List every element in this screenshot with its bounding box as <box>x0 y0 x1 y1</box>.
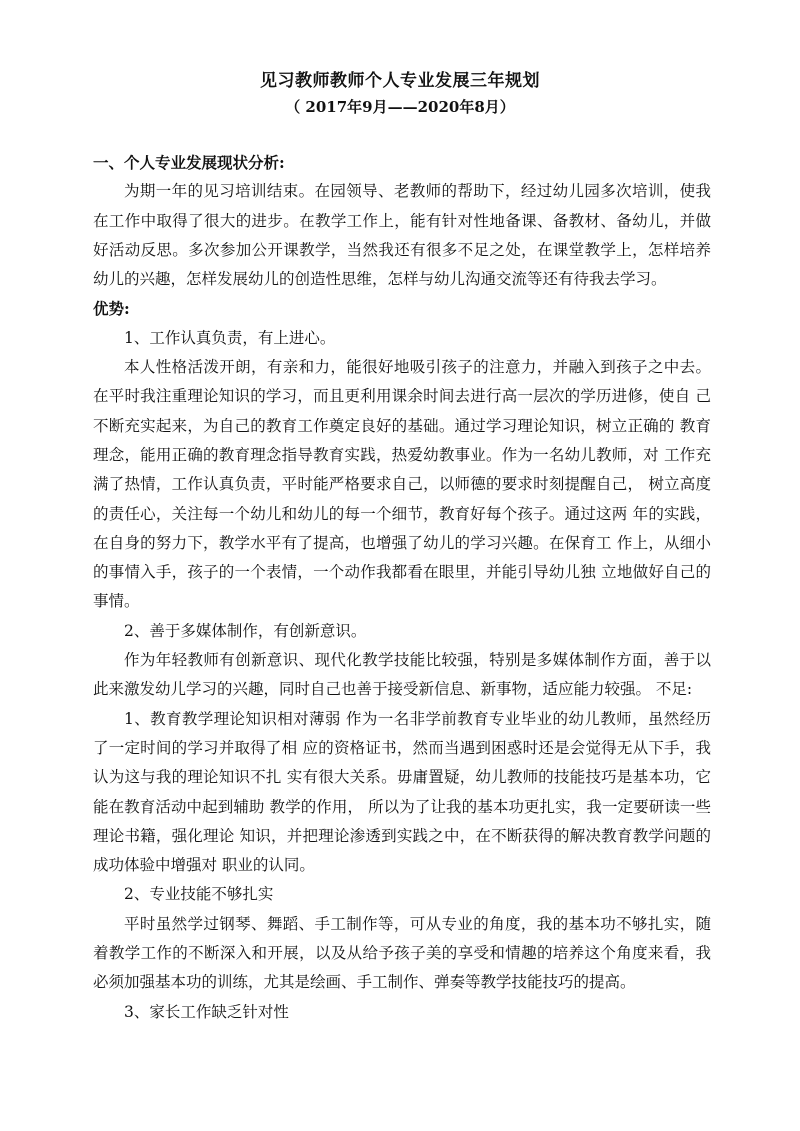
advantage-1-title: 1、工作认真负责，有上进心。 <box>124 328 336 347</box>
advantage-1-paragraph: 本人性格活泼开朗，有亲和力，能很好地吸引孩子的注意力，并融入到孩子之中去。 在平时我注重理论知识的学习，而且更利用课余时间去进行高一层次的学历进修，使自 己不断充实起来，为自己的教育工作奠定良好的基础。通过学习理论知识，树立正确的 教育理念，能用正确的教育理念指导教育实践，热爱幼教事业。作为一名幼儿教师，对 工作充满了热情，工作认真负责，平时能严格要求自己，以师德的要求时刻提醒自己， 树立高度的责任心，关注每一个幼儿和幼儿的每一个细节，教育好每个孩子。通过这两 年的实践，在自身的努力下，教学水平有了提高，也增强了幼儿的学习兴趣。在保育工 作上，从细小的事情入手，孩子的一个表情，一个动作我都看在眼里，并能引导幼儿独 立地做好自己的事情。 <box>93 358 711 611</box>
section-heading: 一、个人专业发展现状分析: <box>93 153 285 172</box>
shortcoming-1-paragraph: 1、教育教学理论知识相对薄弱 作为一名非学前教育专业毕业的幼儿教师，虽然经历了一定时间的学习并取得了相 应的资格证书，然而当遇到困惑时还是会觉得无从下手，我认为这与我的理论知识不扎 实有很大关系。毋庸置疑，幼儿教师的技能技巧是基本功，它能在教育活动中起到辅助 教学的作用， 所以为了让我的基本功更扎实，我一定要研读一些理论书籍，强化理论 知识，并把理论渗透到实践之中，在不断获得的解决教育教学问题的成功体验中增强对 职业的认同。 <box>93 709 711 875</box>
shortcoming-2-title: 2、专业技能不够扎实 <box>124 885 274 904</box>
document-body <box>93 148 711 1027</box>
advantage-2-paragraph: 作为年轻教师有创新意识、现代化教学技能比较强，特别是多媒体制作方面，善于以此来激发幼儿学习的兴趣，同时自己也善于接受新信息、新事物，适应能力较强。 不足: <box>93 651 711 699</box>
shortcoming-2-paragraph: 平时虽然学过钢琴、舞蹈、手工制作等，可从专业的角度，我的基本功不够扎实，随着教学工作的不断深入和开展，以及从给予孩子美的享受和情趣的培养这个角度来看，我必须加强基本功的训练，尤其是绘画、手工制作、弹奏等教学技能技巧的提高。 <box>93 914 711 992</box>
document-title: 见习教师教师个人专业发展三年规划 <box>260 71 540 91</box>
document-date-range: （ 2017年9月——2020年8月） <box>285 98 515 116</box>
advantage-2-title: 2、善于多媒体制作，有创新意识。 <box>124 621 367 640</box>
intro-paragraph: 为期一年的见习培训结束。在园领导、老教师的帮助下，经过幼儿园多次培训，使我在工作中取得了很大的进步。在教学工作上，能有针对性地备课、备教材、备幼儿，并做好活动反思。多次参加公开课教学，当然我还有很多不足之处，在课堂教学上，怎样培养幼儿的兴趣，怎样发展幼儿的创造性思维，怎样与幼儿沟通交流等还有待我去学习。 <box>93 182 711 289</box>
advantages-label: 优势: <box>93 299 130 319</box>
shortcoming-3-title: 3、家长工作缺乏针对性 <box>124 1002 289 1021</box>
